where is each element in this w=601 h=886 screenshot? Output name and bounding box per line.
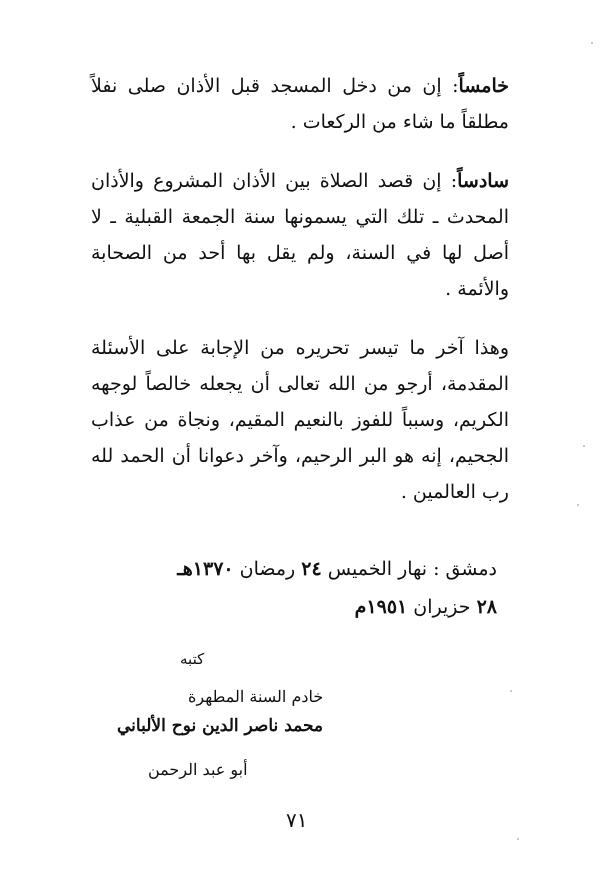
paragraph-body: : إن قصد الصلاة بين الأذان المشروع والأذان المحدث ـ تلك التي يسمونها سنة الجمعة القبلية ـ لا أصل لها في السنة، ولم يقل بها أحد من الصحابة والأئمة .: [91, 170, 509, 300]
paragraph-body: وهذا آخر ما تيسر تحريره من الإجابة على الأسئلة المقدمة، أرجو من الله تعالى أن يجعله خالصاً لوجهه الكريم، وسبباً للفوز بالنعيم المقيم، ونجاة من عذاب الجحيم، إنه هو البر الرحيم، وآخر دعوانا أن الحمد لله رب العالمين .: [91, 337, 509, 503]
hijri-month: رمضان: [239, 558, 296, 580]
dateline-gregorian: [355, 590, 497, 624]
paragraph-lead: خامساً: [458, 75, 509, 97]
greg-year: ١٩٥١م: [354, 596, 408, 618]
paragraph-lead: سادساً: [457, 170, 509, 192]
dateline-place: دمشق : نهار الخميس: [327, 558, 497, 580]
paragraph-closing: [91, 330, 509, 510]
paragraph-sixth: [91, 163, 509, 307]
paragraph-body: : إن من دخل المسجد قبل الأذان صلى نفلاً مطلقاً ما شاء من الركعات .: [91, 75, 509, 133]
greg-month: حزيران: [413, 596, 471, 618]
greg-day: ٢٨: [476, 596, 497, 618]
signature-author-name: محمد ناصر الدين نوح الألباني: [117, 716, 324, 736]
signature-wrote: كتبه: [180, 650, 205, 668]
scan-speck: [583, 445, 585, 447]
scan-speck: [517, 838, 519, 840]
hijri-year: ١٣٧٠هـ: [177, 558, 234, 580]
signature-kunya: أبو عبد الرحمن: [148, 760, 248, 779]
hijri-day: ٢٤: [301, 558, 322, 580]
scan-speck: [510, 690, 512, 692]
page-number: ٧١: [286, 808, 308, 832]
dateline-hijri: [177, 552, 497, 586]
paragraph-fifth: [91, 68, 509, 140]
scan-speck: [577, 504, 579, 506]
scan-speck: [591, 42, 593, 44]
signature-servant-title: خادم السنة المطهرة: [188, 687, 324, 706]
